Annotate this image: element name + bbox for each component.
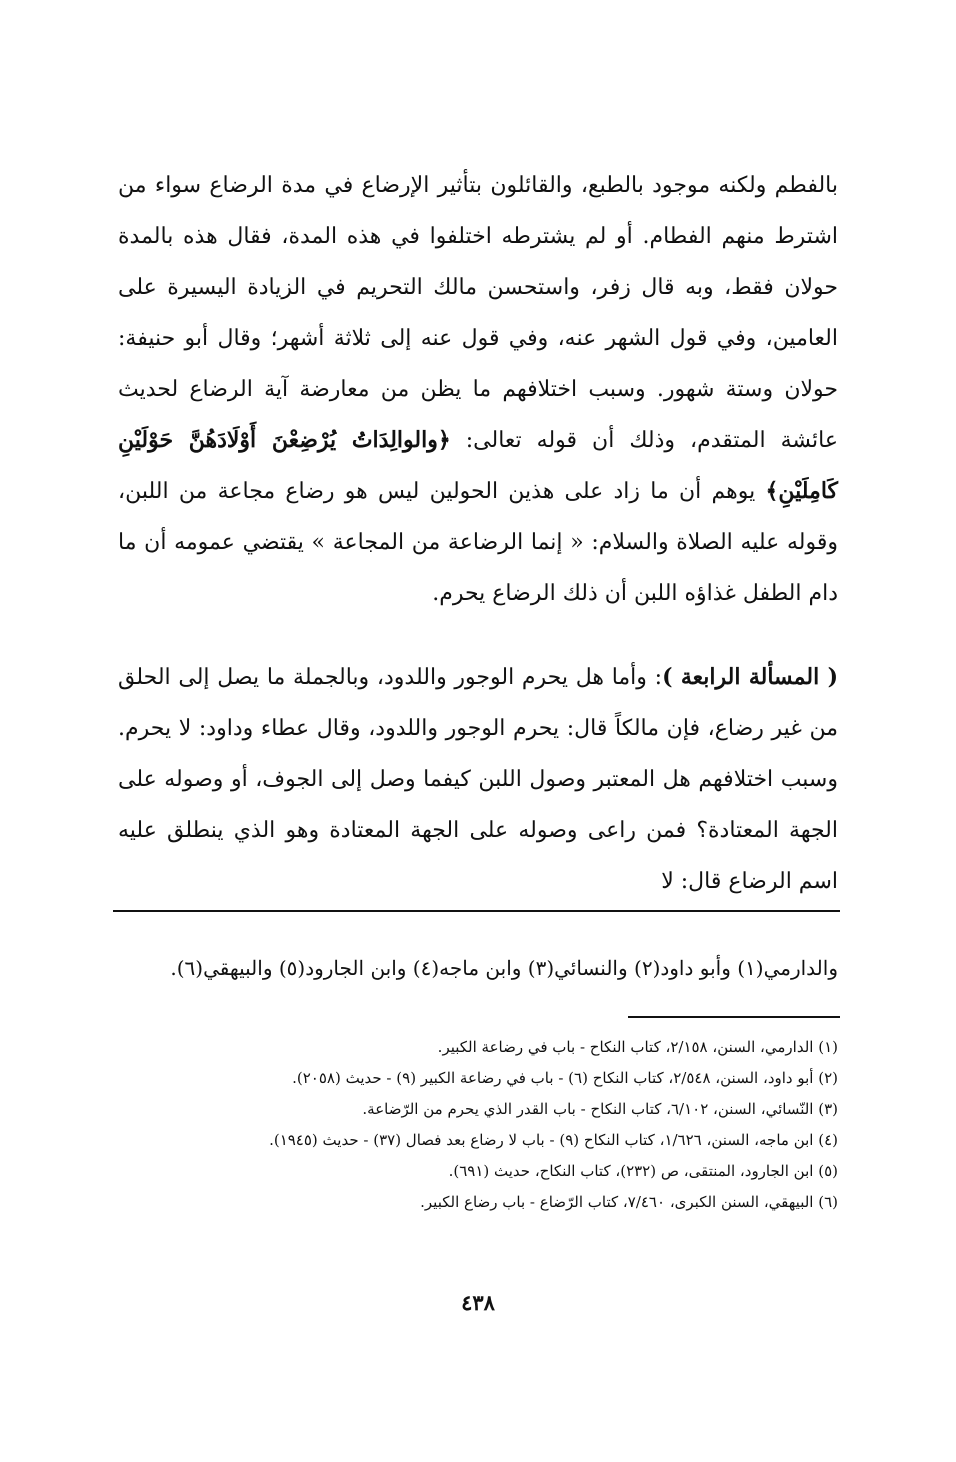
paragraph2-text: : وأما هل يحرم الوجور واللدود، وبالجملة ما يصل إلى الحلق من غير رضاع، فإن مالكاً قال: يحرم الوجور واللدود، وقال عطاء وداود: لا يحرم. وسبب اختلافهم هل المعتبر وصول اللبن كيفما وصل إلى الجوف، أو وصوله على الجهة المعتادة؟ فمن راعى وصوله على الجهة المعتادة وهو الذي ينطلق عليه اسم الرضاع قال: لا <box>118 665 838 894</box>
footnote-item: (٥) ابن الجارود، المنتقى، ص (٢٣٢)، كتاب النكاح، حديث (٦٩١). <box>448 1162 838 1180</box>
footnote-item: (٣) النّسائي، السنن، ٦/١٠٢، كتاب النكاح - باب القدر الذي يحرم من الرّضاعة. <box>362 1100 838 1118</box>
paragraph-fourth-issue <box>118 652 838 907</box>
footnote-item: (٤) ابن ماجه، السنن، ١/٦٢٦، كتاب النكاح (٩) - باب لا رضاع بعد فصال (٣٧) - حديث (١٩٤٥). <box>269 1131 838 1149</box>
paragraph-nursing-duration <box>118 160 838 619</box>
page-number: ٤٣٨ <box>461 1290 495 1315</box>
footnotes-list <box>118 1032 838 1218</box>
issue-heading: ( المسألة الرابعة ) <box>662 664 838 690</box>
footnote-item: (٢) أبو داود، السنن، ٢/٥٤٨، كتاب النكاح (٦) - باب في رضاعة الكبير (٩) - حديث (٢٠٥٨). <box>292 1069 838 1087</box>
paragraph1-tail: يوهم أن ما زاد على هذين الحولين ليس هو رضاع مجاعة من اللبن، وقوله عليه الصلاة والسلام: « إنما الرضاعة من المجاعة » يقتضي عمومه أن ما دام الطفل غذاؤه اللبن أن ذلك الرضاع يحرم. <box>118 479 838 606</box>
footnote-carryover-line: والدارمي(١) وأبو داود(٢) والنسائي(٣) وابن ماجه(٤) وابن الجارود(٥) والبيهقي(٦). <box>170 956 838 980</box>
footnote-item: (١) الدارمي، السنن، ٢/١٥٨، كتاب النكاح - باب في رضاعة الكبير. <box>437 1038 838 1056</box>
paragraph1-lead: بالفطم ولكنه موجود بالطبع، والقائلون بتأثير الإرضاع في مدة الرضاع سواء من اشترط منهم الفطام. أو لم يشترطه اختلفوا في هذه المدة، فقال هذه بالمدة حولان فقط، وبه قال زفر، واستحسن مالك التحريم في الزيادة اليسيرة على العامين، وفي قول الشهر عنه، وفي قول عنه إلى ثلاثة أشهر؛ وقال أبو حنيفة: حولان وستة شهور. وسبب اختلافهم ما يظن من معارضة آية الرضاع لحديث عائشة المتقدم، وذلك أن قوله تعالى: <box>118 173 838 453</box>
quran-verse: ﴿والوالِدَاتُ يُرْضِعْنَ أَوْلَادَهُنَّ حَوْلَيْنِ كَامِلَيْنِ﴾ <box>118 427 838 504</box>
footnote-short-rule <box>628 1016 840 1018</box>
footnote-separator-rule <box>113 910 840 912</box>
footnote-item: (٦) البيهقي، السنن الكبرى، ٧/٤٦٠، كتاب الرّضاع - باب رضاع الكبير. <box>420 1193 838 1211</box>
